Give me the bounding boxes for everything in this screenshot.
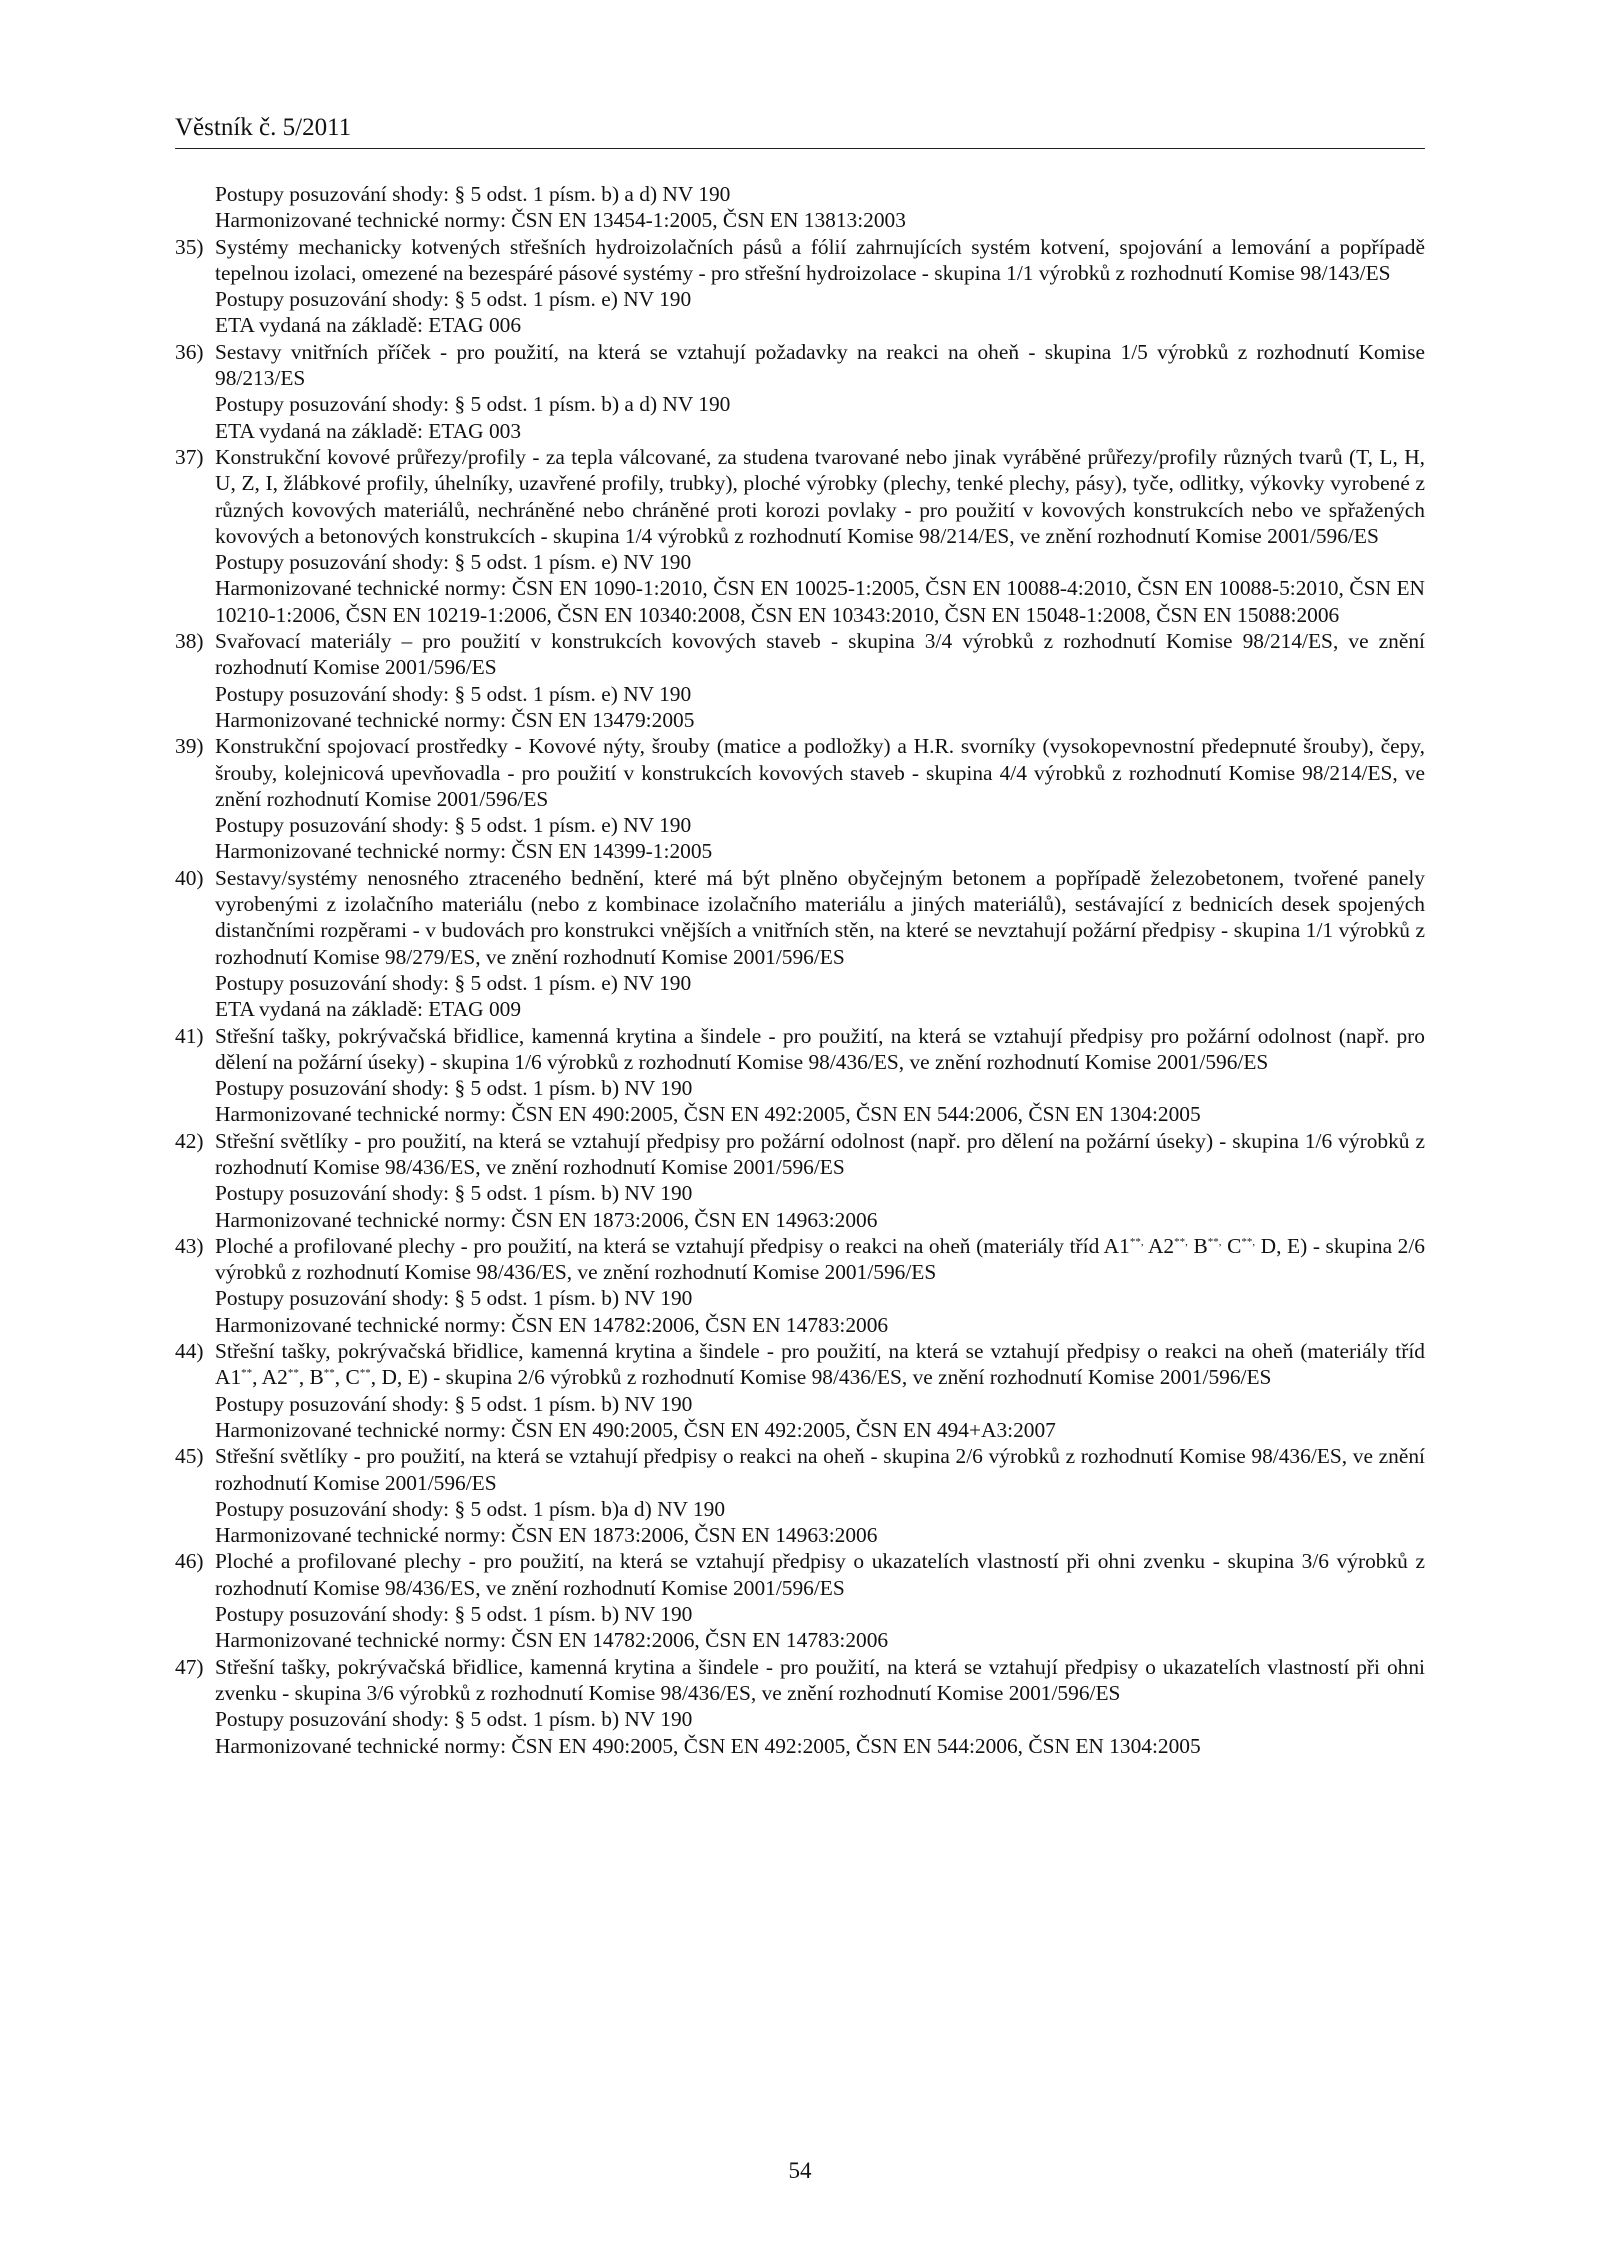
item-sub-line: Postupy posuzování shody: § 5 odst. 1 písm. b) NV 190: [215, 1602, 693, 1627]
list-item: [175, 1654, 1425, 1759]
item-sub-line: Harmonizované technické normy: ČSN EN 14782:2006, ČSN EN 14783:2006: [215, 1628, 889, 1653]
item-sub-line: Harmonizované technické normy: ČSN EN 1873:2006, ČSN EN 14963:2006: [215, 1523, 878, 1548]
item-sub-line: Postupy posuzování shody: § 5 odst. 1 písm. b) NV 190: [215, 1076, 693, 1101]
list-item: [175, 339, 1425, 444]
item-description: Systémy mechanicky kotvených střešních hydroizolačních pásů a fólií zahrnujících systém kotvení, spojování a lemování a popřípadě tepelnou izolaci, omezené na bezespáré pásové systémy - pro střešní hydroizolace - skupina 1/1 výrobků z rozhodnutí Komise 98/143/ES: [215, 234, 1425, 285]
item-sub-line: Postupy posuzování shody: § 5 odst. 1 písm. b) NV 190: [215, 1707, 693, 1732]
document-body: [175, 181, 1425, 1759]
item-sub-line: Postupy posuzování shody: § 5 odst. 1 písm. b) NV 190: [215, 1391, 693, 1416]
list-item: [175, 1338, 1425, 1443]
item-description: Konstrukční spojovací prostředky - Kovové nýty, šrouby (matice a podložky) a H.R. svorníky (vysokopevnostní předepnuté šrouby), čepy, šrouby, kolejnicová upevňovadla - pro použití v konstrukcích kovových staveb - skupina 4/4 výrobků z rozhodnutí Komise 98/214/ES, ve znění rozhodnutí Komise 2001/596/ES: [215, 734, 1425, 811]
list-item: [175, 1233, 1425, 1338]
item-number: 40): [175, 865, 204, 890]
list-item: [175, 444, 1425, 628]
list-item: [175, 234, 1425, 339]
item-number: 38): [175, 629, 204, 654]
item-description: Střešní světlíky - pro použití, na která se vztahují předpisy o reakci na oheň - skupina 2/6 výrobků z rozhodnutí Komise 98/436/ES, ve znění rozhodnutí Komise 2001/596/ES: [215, 1444, 1425, 1495]
item-sub-line: Harmonizované technické normy: ČSN EN 14399-1:2005: [215, 839, 713, 864]
journal-title: Věstník č. 5/2011: [175, 114, 352, 141]
item-sub-line: Postupy posuzování shody: § 5 odst. 1 písm. e) NV 190: [215, 550, 692, 575]
item-number: 39): [175, 734, 204, 759]
item-number: 47): [175, 1654, 204, 1679]
item-sub-line: Harmonizované technické normy: ČSN EN 1090-1:2010, ČSN EN 10025-1:2005, ČSN EN 10088-4:2010, ČSN EN 10088-5:2010, ČSN EN 10210-1:2006, ČSN EN 10219-1:2006, ČSN EN 10340:2008, ČSN EN 10343:2010, ČSN EN 15048-1:2008, ČSN EN 15088:2006: [215, 576, 1425, 627]
intro-line: Postupy posuzování shody: § 5 odst. 1 písm. b) a d) NV 190: [215, 182, 731, 206]
list-item: [175, 1443, 1425, 1548]
item-sub-line: Postupy posuzování shody: § 5 odst. 1 písm. b) a d) NV 190: [215, 392, 731, 417]
item-sub-line: Postupy posuzování shody: § 5 odst. 1 písm. b) NV 190: [215, 1286, 693, 1311]
item-description: Střešní tašky, pokrývačská břidlice, kamenná krytina a šindele - pro použití, na která se vztahují předpisy o ukazatelích vlastností při ohni zvenku - skupina 3/6 výrobků z rozhodnutí Komise 98/436/ES, ve znění rozhodnutí Komise 2001/596/ES: [215, 1654, 1425, 1705]
item-sub-line: Harmonizované technické normy: ČSN EN 490:2005, ČSN EN 492:2005, ČSN EN 544:2006, ČSN EN 1304:2005: [215, 1733, 1201, 1758]
item-sub-line: Postupy posuzování shody: § 5 odst. 1 písm. e) NV 190: [215, 287, 692, 312]
item-sub-line: Postupy posuzování shody: § 5 odst. 1 písm. b) NV 190: [215, 1181, 693, 1206]
list-item: [175, 1128, 1425, 1233]
item-sub-line: Harmonizované technické normy: ČSN EN 1873:2006, ČSN EN 14963:2006: [215, 1207, 878, 1232]
item-number: 46): [175, 1549, 204, 1574]
item-sub-line: ETA vydaná na základě: ETAG 009: [215, 997, 522, 1022]
item-description: Ploché a profilované plechy - pro použití, na která se vztahují předpisy o reakci na oheň (materiály tříd A1**, A2**, B**, C**, D, E) - skupina 2/6 výrobků z rozhodnutí Komise 98/436/ES, ve znění rozhodnutí Komise 2001/596/ES: [215, 1233, 1425, 1285]
item-sub-line: Postupy posuzování shody: § 5 odst. 1 písm. e) NV 190: [215, 681, 692, 706]
item-number: 45): [175, 1444, 204, 1469]
list-item: [175, 865, 1425, 1023]
list-item: [175, 733, 1425, 864]
intro-line: Harmonizované technické normy: ČSN EN 13454-1:2005, ČSN EN 13813:2003: [215, 208, 906, 233]
item-number: 43): [175, 1233, 204, 1258]
item-sub-line: Postupy posuzování shody: § 5 odst. 1 písm. e) NV 190: [215, 970, 692, 995]
item-sub-line: Harmonizované technické normy: ČSN EN 13479:2005: [215, 707, 695, 732]
item-description: Sestavy/systémy nenosného ztraceného bednění, které má být plněno obyčejným betonem a popřípadě železobetonem, tvořené panely vyrobenými z izolačního materiálu (nebo z kombinace izolačního materiálu a jiných materiálů), sestávající z bednicích desek spojených distančními rozpěrami - v budovách pro konstrukci vnějších a vnitřních stěn, na které se nevztahují požární předpisy - skupina 1/1 výrobků z rozhodnutí Komise 98/279/ES, ve znění rozhodnutí Komise 2001/596/ES: [215, 865, 1425, 969]
item-sub-line: Postupy posuzování shody: § 5 odst. 1 písm. e) NV 190: [215, 813, 692, 838]
item-description: Střešní tašky, pokrývačská břidlice, kamenná krytina a šindele - pro použití, na která se vztahují předpisy pro požární odolnost (např. pro dělení na požární úseky) - skupina 1/6 výrobků z rozhodnutí Komise 98/436/ES, ve znění rozhodnutí Komise 2001/596/ES: [215, 1023, 1425, 1074]
item-description: Střešní světlíky - pro použití, na která se vztahují předpisy pro požární odolnost (např. pro dělení na požární úseky) - skupina 1/6 výrobků z rozhodnutí Komise 98/436/ES, ve znění rozhodnutí Komise 2001/596/ES: [215, 1128, 1425, 1179]
list-item: [175, 1023, 1425, 1128]
item-number: 42): [175, 1128, 204, 1153]
item-number: 41): [175, 1023, 204, 1048]
item-sub-line: Harmonizované technické normy: ČSN EN 490:2005, ČSN EN 492:2005, ČSN EN 494+A3:2007: [215, 1417, 1056, 1442]
item-number: 35): [175, 234, 204, 259]
item-description: Konstrukční kovové průřezy/profily - za tepla válcované, za studena tvarované nebo jinak vyráběné průřezy/profily různých tvarů (T, L, H, U, Z, I, žlábkové profily, úhelníky, uzavřené profily, trubky), ploché výrobky (plechy, tenké plechy, pásy), tyče, odlitky, výkovky vyrobené z různých kovových materiálů, nechráněné nebo chráněné proti korozi povlaky - pro použití v kovových konstrukcích nebo ve spřažených kovových a betonových konstrukcích - skupina 1/4 výrobků z rozhodnutí Komise 98/214/ES, ve znění rozhodnutí Komise 2001/596/ES: [215, 444, 1425, 548]
page-number: 54: [788, 2158, 812, 2183]
page-header: [175, 112, 1425, 149]
item-sub-line: Postupy posuzování shody: § 5 odst. 1 písm. b)a d) NV 190: [215, 1496, 726, 1521]
item-description: Střešní tašky, pokrývačská břidlice, kamenná krytina a šindele - pro použití, na která se vztahují předpisy o reakci na oheň (materiály tříd A1**, A2**, B**, C**, D, E) - skupina 2/6 výrobků z rozhodnutí Komise 98/436/ES, ve znění rozhodnutí Komise 2001/596/ES: [215, 1339, 1425, 1390]
item-number: 37): [175, 444, 204, 469]
item-description: Sestavy vnitřních příček - pro použití, na která se vztahují požadavky na reakci na oheň - skupina 1/5 výrobků z rozhodnutí Komise 98/213/ES: [215, 339, 1425, 391]
item-sub-line: ETA vydaná na základě: ETAG 006: [215, 313, 522, 338]
list-item: [175, 628, 1425, 733]
item-sub-line: Harmonizované technické normy: ČSN EN 490:2005, ČSN EN 492:2005, ČSN EN 544:2006, ČSN EN 1304:2005: [215, 1102, 1201, 1127]
item-number: 36): [175, 339, 204, 364]
item-number: 44): [175, 1339, 204, 1364]
item-sub-line: Harmonizované technické normy: ČSN EN 14782:2006, ČSN EN 14783:2006: [215, 1312, 889, 1337]
item-description: Ploché a profilované plechy - pro použití, na která se vztahují předpisy o ukazatelích vlastností při ohni zvenku - skupina 3/6 výrobků z rozhodnutí Komise 98/436/ES, ve znění rozhodnutí Komise 2001/596/ES: [215, 1549, 1425, 1600]
item-description: Svařovací materiály – pro použití v konstrukcích kovových staveb - skupina 3/4 výrobků z rozhodnutí Komise 98/214/ES, ve znění rozhodnutí Komise 2001/596/ES: [215, 629, 1425, 680]
item-sub-line: ETA vydaná na základě: ETAG 003: [215, 418, 522, 443]
list-item: [175, 1548, 1425, 1653]
